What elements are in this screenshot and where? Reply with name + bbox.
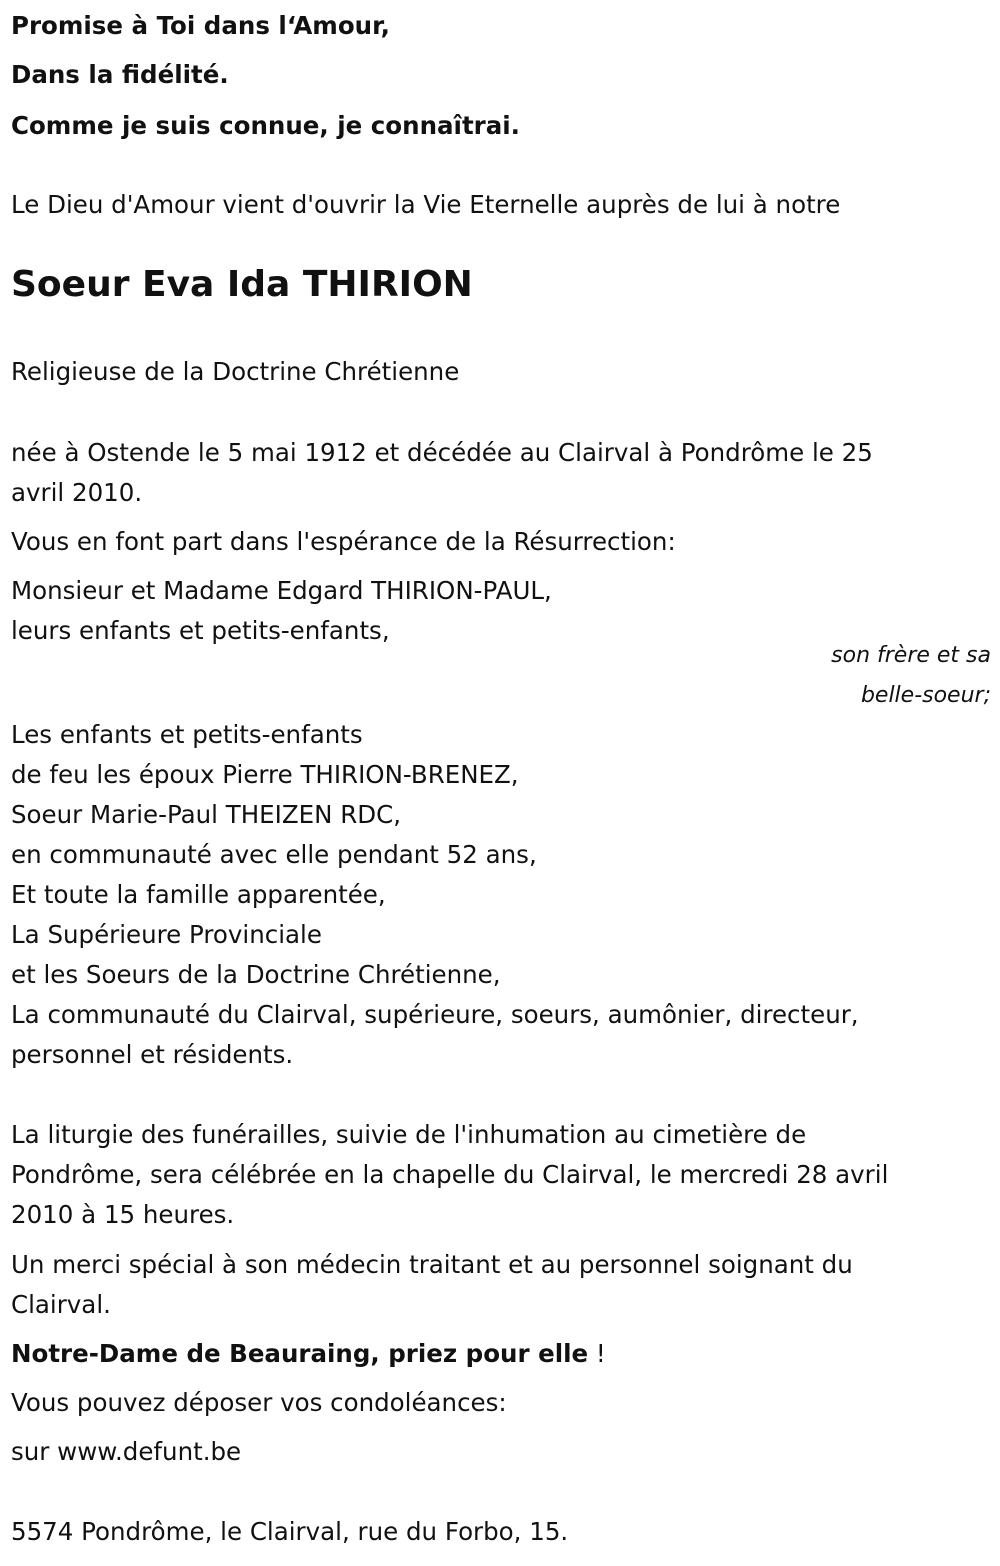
thanks-line: Un merci spécial à son médecin traitant et au personnel soignant du [11,1250,853,1279]
birth-death-line: née à Ostende le 5 mai 1912 et décédée au Clairval à Pondrôme le 25 [11,438,873,467]
relation-label: son frère et sa [831,643,991,668]
prayer-text: Notre-Dame de Beauraing, priez pour elle [11,1339,589,1368]
prayer-exclamation: ! [588,1339,606,1368]
liturgy-line: Pondrôme, sera célébrée en la chapelle du Clairval, le mercredi 28 avril [11,1160,889,1189]
birth-death-line: avril 2010. [11,478,143,507]
family-line: et les Soeurs de la Doctrine Chrétienne, [11,960,501,989]
intro-text: Le Dieu d'Amour vient d'ouvrir la Vie Eternelle auprès de lui à notre [11,190,841,219]
family-line: La communauté du Clairval, supérieure, soeurs, aumônier, directeur, [11,1000,859,1029]
condolences-text: Vous pouvez déposer vos condoléances: [11,1388,507,1417]
family-line: en communauté avec elle pendant 52 ans, [11,840,537,869]
address: 5574 Pondrôme, le Clairval, rue du Forbo, 15. [11,1517,569,1546]
family-line: Et toute la famille apparentée, [11,880,386,909]
liturgy-line: 2010 à 15 heures. [11,1200,235,1229]
religious-order: Religieuse de la Doctrine Chrétienne [11,357,460,386]
family-line: leurs enfants et petits-enfants, [11,616,390,645]
liturgy-line: La liturgie des funérailles, suivie de l'inhumation au cimetière de [11,1120,807,1149]
family-line: Soeur Marie-Paul THEIZEN RDC, [11,800,402,829]
family-line: La Supérieure Provinciale [11,920,322,949]
website-link[interactable]: sur www.defunt.be [11,1437,242,1466]
prayer-line [11,1334,606,1374]
epigraph-line: Dans la fidélité. [11,60,229,89]
epigraph-line: Comme je suis connue, je connaîtrai. [11,111,520,140]
family-line: personnel et résidents. [11,1040,294,1069]
family-line: de feu les époux Pierre THIRION-BRENEZ, [11,760,519,789]
epigraph-line: Promise à Toi dans l‘Amour, [11,11,390,40]
family-line: Monsieur et Madame Edgard THIRION-PAUL, [11,576,552,605]
relation-label: belle-soeur; [860,683,991,708]
announcement: Vous en font part dans l'espérance de la Résurrection: [11,527,676,556]
family-line: Les enfants et petits-enfants [11,720,363,749]
thanks-line: Clairval. [11,1290,111,1319]
deceased-name: Soeur Eva Ida THIRION [11,264,473,305]
